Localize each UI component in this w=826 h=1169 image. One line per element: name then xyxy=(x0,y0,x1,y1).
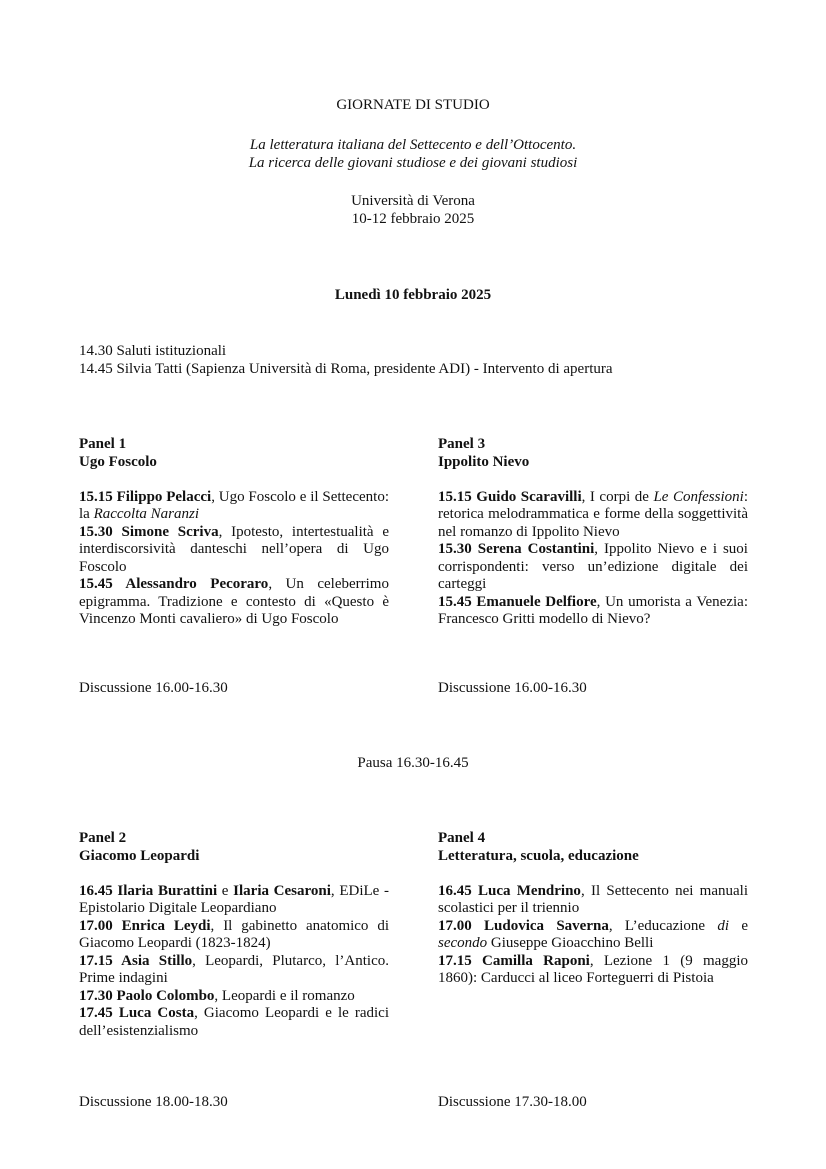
talk-title: , Il Settecento nei manuali scolastici per il triennio xyxy=(438,882,748,916)
event-dates: 10-12 febbraio 2025 xyxy=(351,211,475,227)
talk-time-speaker: 16.45 Ilaria Burattini xyxy=(79,882,218,899)
talk-item xyxy=(438,883,748,918)
day-title: Lunedì 10 febbraio 2025 xyxy=(334,287,492,303)
talk-time-speaker: 15.30 Serena Costantini xyxy=(438,541,595,557)
talk-item xyxy=(438,594,748,629)
talk-time-speaker: 17.15 Asia Stillo xyxy=(79,952,193,969)
talk-title: , Ugo Foscolo e il Settecento: la xyxy=(79,488,389,522)
talk-title-italic: Le Confessioni xyxy=(653,488,744,505)
talk-title-italic: di xyxy=(717,917,730,934)
panel-3-discussion: Discussione 16.00-16.30 xyxy=(438,680,587,696)
subtitle-line-1: La letteratura italiana del Settecento e dell’Ottocento. xyxy=(249,137,577,153)
panel-1-topic: Ugo Foscolo xyxy=(79,453,157,470)
talk-title: , Lezione 1 (9 maggio 1860): Carducci al liceo Forteguerri di Pistoia xyxy=(438,952,748,986)
subtitle-line-2: La ricerca delle giovani studiose e dei giovani studiosi xyxy=(248,155,578,171)
talk-title: , Giacomo Leopardi e le radici dell’esistenzialismo xyxy=(79,1005,389,1039)
panel-2-talks xyxy=(79,883,389,1041)
talk-time-speaker: 15.15 Guido Scaravilli xyxy=(438,488,582,505)
talk-title: , L’educazione xyxy=(608,917,718,934)
talk-time-speaker: 15.45 Alessandro Pecoraro xyxy=(79,576,269,592)
talk-title-italic: secondo xyxy=(438,935,488,951)
pause-label: Pausa 16.30-16.45 xyxy=(357,755,469,771)
talk-title: e xyxy=(729,917,748,934)
talk-time-speaker: 17.00 Enrica Leydi xyxy=(79,917,211,934)
talk-title: : retorica melodrammatica e forme della soggettività nel romanzo di Ippolito Nievo xyxy=(438,488,748,540)
panel-3-talks xyxy=(438,489,748,629)
talk-time-speaker: 15.15 Filippo Pelacci xyxy=(79,488,212,505)
panel-1-label: Panel 1 xyxy=(79,436,127,452)
talk-item xyxy=(438,918,748,953)
talk-time-speaker: 15.45 Emanuele Delfiore xyxy=(438,593,597,610)
talk-title-italic: Raccolta Naranzi xyxy=(93,506,199,522)
panel-1-talks xyxy=(79,489,389,629)
panel-4 xyxy=(438,830,748,988)
talk-item xyxy=(79,1005,389,1040)
talk-title: , Leopardi e il romanzo xyxy=(214,987,355,1004)
talk-time-speaker: 17.15 Camilla Raponi xyxy=(438,952,590,969)
talk-title: , Ipotesto, intertestualità e interdiscorsività danteschi nell’opera di Ugo Foscolo xyxy=(79,523,389,575)
panel-4-topic: Letteratura, scuola, educazione xyxy=(438,847,639,864)
panel-3 xyxy=(438,436,748,629)
panel-2-topic: Giacomo Leopardi xyxy=(79,847,200,864)
venue: Università di Verona xyxy=(351,193,475,209)
talk-item xyxy=(79,988,389,1006)
opening-item-1: 14.30 Saluti istituzionali xyxy=(79,343,227,359)
talk-time-speaker: 15.30 Simone Scriva xyxy=(79,523,219,540)
page-title: GIORNATE DI STUDIO xyxy=(336,97,490,113)
panel-4-talks xyxy=(438,883,748,988)
talk-time-speaker: 17.30 Paolo Colombo xyxy=(79,987,215,1004)
panel-1-discussion: Discussione 16.00-16.30 xyxy=(79,680,228,696)
talk-title: , Leopardi, Plutarco, l’Antico. Prime indagini xyxy=(79,952,389,986)
panel-1 xyxy=(79,436,389,629)
talk-item xyxy=(79,918,389,953)
talk-item xyxy=(79,524,389,577)
talk-item xyxy=(438,541,748,594)
talk-speaker: Ilaria Cesaroni xyxy=(233,882,331,899)
talk-title: , EDiLe - Epistolario Digitale Leopardiano xyxy=(79,882,389,916)
talk-conjunction: e xyxy=(217,882,234,899)
talk-item xyxy=(79,489,389,524)
panel-2 xyxy=(79,830,389,1040)
talk-item xyxy=(79,953,389,988)
talk-title: , Ippolito Nievo e i suoi corrispondenti: verso un’edizione digitale dei carteggi xyxy=(438,541,748,592)
talk-time-speaker: 16.45 Luca Mendrino xyxy=(438,882,581,899)
talk-time-speaker: 17.45 Luca Costa xyxy=(79,1005,195,1021)
talk-title: , I corpi de xyxy=(581,488,654,505)
talk-title: , Un celeberrimo epigramma. Tradizione e contesto di «Questo è Vincenzo Monti cavaliero» di Ugo Foscolo xyxy=(79,576,389,627)
talk-item xyxy=(438,953,748,988)
talk-title: , Un umorista a Venezia: Francesco Gritti modello di Nievo? xyxy=(438,593,748,627)
panel-3-topic: Ippolito Nievo xyxy=(438,453,530,470)
panel-3-label: Panel 3 xyxy=(438,436,486,452)
panel-4-label: Panel 4 xyxy=(438,830,486,846)
talk-time-speaker: 17.00 Ludovica Saverna xyxy=(438,917,609,934)
panel-4-discussion: Discussione 17.30-18.00 xyxy=(438,1094,587,1110)
talk-item xyxy=(438,489,748,542)
talk-title: , Il gabinetto anatomico di Giacomo Leopardi (1823-1824) xyxy=(79,917,389,951)
talk-item xyxy=(79,576,389,629)
opening-item-2: 14.45 Silvia Tatti (Sapienza Università di Roma, presidente ADI) - Intervento di apertura xyxy=(79,361,613,377)
panel-2-discussion: Discussione 18.00-18.30 xyxy=(79,1094,228,1110)
talk-title: Giuseppe Gioacchino Belli xyxy=(487,935,654,951)
panel-2-label: Panel 2 xyxy=(79,830,127,846)
talk-item xyxy=(79,883,389,918)
